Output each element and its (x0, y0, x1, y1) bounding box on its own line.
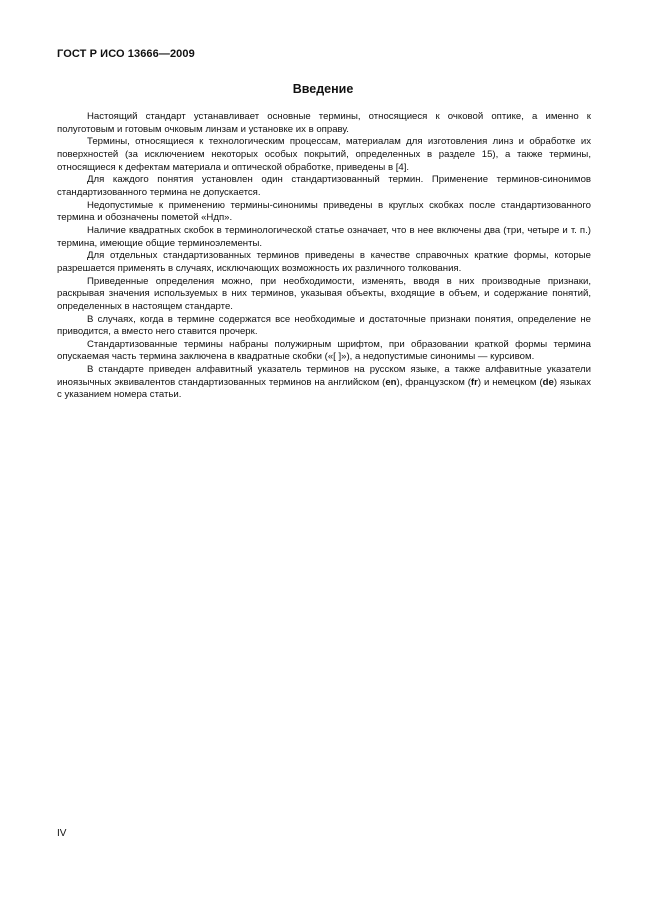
paragraph-10-text-a: В стандарте приведен алфавитный указатель терминов на русском языке, а также алфавитные указатели иноязычных эквивалентов стандартизованных терминов на английском ( (57, 364, 591, 388)
lang-code-fr: fr (470, 376, 478, 388)
paragraph-4: Недопустимые к применению термины-синонимы приведены в круглых скобках после стандартизованного термина и обозначены пометой «Ндп». (57, 199, 591, 224)
lang-code-en: en (385, 376, 397, 388)
lang-code-de: de (542, 376, 554, 388)
paragraph-1: Настоящий стандарт устанавливает основные термины, относящиеся к очковой оптике, а именно к полуготовым и готовым очковым линзам и установке их в оправу. (57, 111, 591, 135)
page-number: IV (57, 828, 67, 839)
paragraph-10-text-d: ) языках с указанием номера статьи. (57, 376, 592, 401)
paragraph-5: Наличие квадратных скобок в терминологической статье означает, что в нее включены два (три, четыре и т. п.) термина, имеющие общие терминоэлементы. (57, 224, 591, 249)
document-header: ГОСТ Р ИСО 13666—2009 (57, 48, 195, 60)
paragraph-8: В случаях, когда в термине содержатся все необходимые и достаточные признаки понятия, определение не приводится, а вместо него ставится прочерк. (57, 313, 591, 338)
paragraph-7: Приведенные определения можно, при необходимости, изменять, вводя в них производные признаки, раскрывая значения используемых в них терминов, указывая объекты, входящие в объем, и содержание понятий, определенных в настоящем стандарте. (57, 275, 591, 312)
paragraph-2: Термины, относящиеся к технологическим процессам, материалам для изготовления линз и обработке их поверхностей (за исключением некоторых особых покрытий, определенных в разделе 15), а также термины, относящиеся к дефектам материала и оптической обработке, приведены в [4]. (57, 136, 591, 173)
paragraph-10-text-b: ), французском ( (396, 376, 471, 388)
paragraph-10 (57, 364, 591, 402)
section-title: Введение (292, 82, 354, 96)
paragraph-10-text-c: ) и немецком ( (477, 376, 543, 388)
paragraph-3: Для каждого понятия установлен один стандартизованный термин. Применение терминов-синонимов стандартизованного термина не допускается. (57, 174, 591, 198)
introduction-body (57, 111, 591, 402)
paragraph-9: Стандартизованные термины набраны полужирным шрифтом, при образовании краткой формы термина опускаемая часть термина заключена в квадратные скобки («[ ]»), а недопустимые синонимы — курсивом. (57, 338, 591, 363)
paragraph-6: Для отдельных стандартизованных терминов приведены в качестве справочных краткие формы, которые разрешается применять в случаях, исключающих возможность их различного толкования. (57, 250, 591, 274)
